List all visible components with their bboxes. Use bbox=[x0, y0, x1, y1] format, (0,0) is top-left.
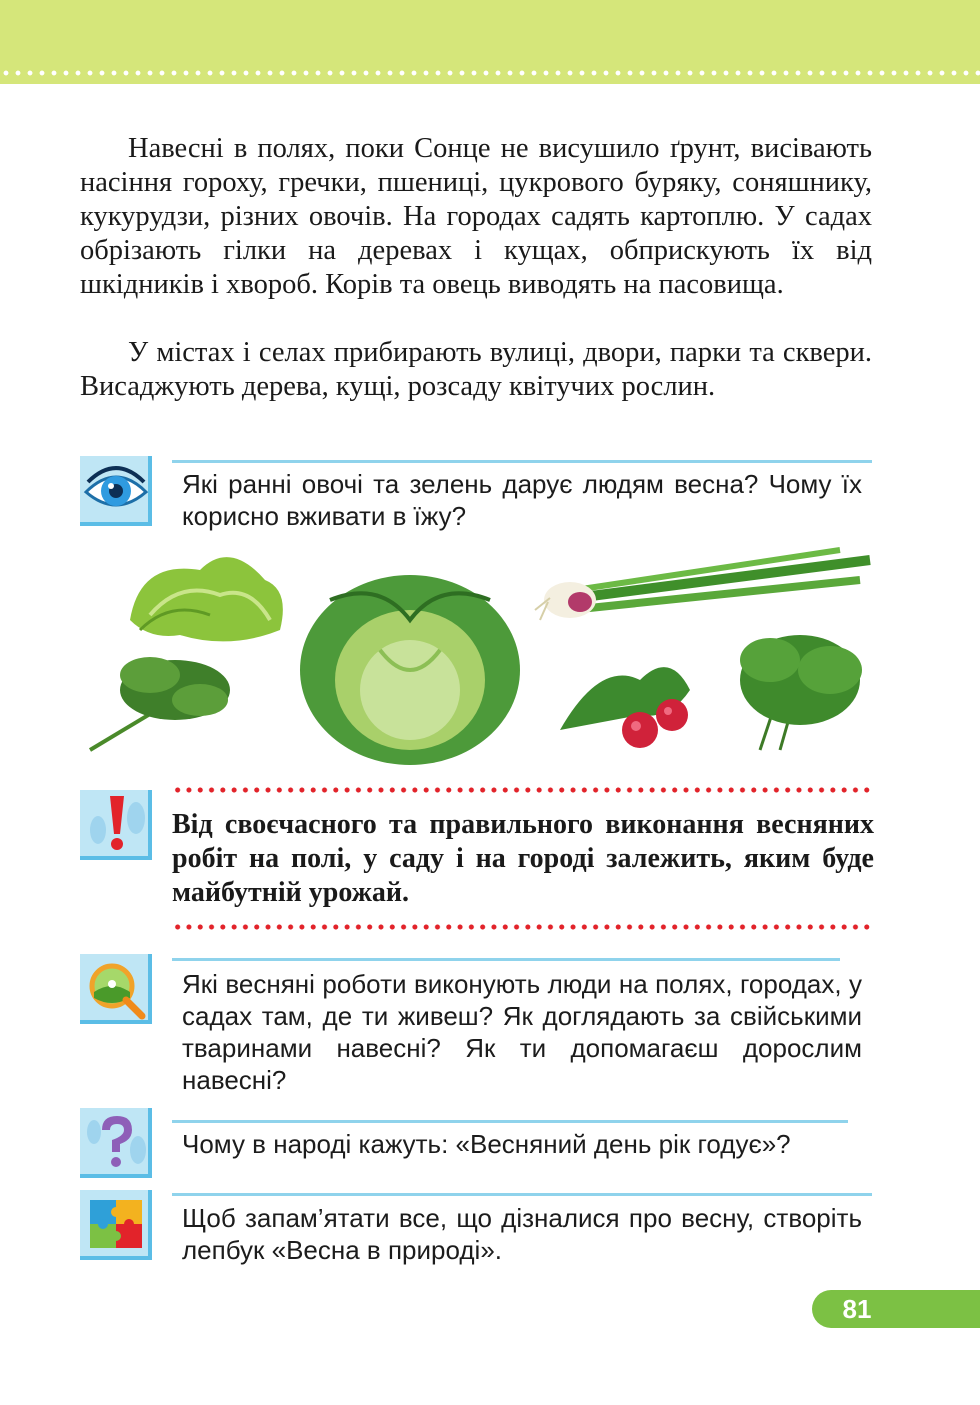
question-rule-line bbox=[172, 1120, 848, 1123]
rule-text: Від своєчасного та правильного виконання весняних робіт на полі, у саду і на городі залежить, яким буде майбутній урожай. bbox=[172, 809, 874, 908]
project-rule-line bbox=[172, 1193, 872, 1196]
page-number: 81 bbox=[842, 1294, 872, 1324]
intro-paragraph-1: Навесні в полях, поки Сонце не висушило ґрунт, висівають насіння гороху, гречки, пшениці, цукрового буряку, соняшнику, кукурудзи, різних овочів. На городах садять картоплю. У садах обрізають гілки на деревах і кущах, обприскують їх від шкідників і хвороб. Корів та овець виводять на пасовища. bbox=[80, 133, 872, 300]
exclamation-icon bbox=[80, 790, 152, 860]
magnifier-icon bbox=[80, 954, 152, 1024]
observe-rule-line bbox=[172, 460, 872, 463]
question-task-text: Чому в народі кажуть: «Весняний день рік годує»? bbox=[182, 1129, 791, 1159]
radish-icon bbox=[560, 667, 690, 748]
puzzle-icon bbox=[80, 1190, 152, 1260]
green-onion-icon bbox=[535, 550, 870, 620]
lettuce-icon bbox=[130, 557, 283, 641]
page-number-tab bbox=[812, 1290, 980, 1328]
intro-paragraph-2: У містах і селах прибирають вулиці, двори, парки та сквери. Висаджують дерева, кущі, розсаду квітучих рослин. bbox=[80, 337, 872, 402]
research-task-text: Які весняні роботи виконують люди на полях, городах, у садах там, де ти живеш? Як доглядають за свійськими тваринами навесні? Як ти допомагаєш дорослим навесні? bbox=[182, 969, 862, 1095]
observe-task-text: Які ранні овочі та зелень дарує людям весна? Чому їх корисно вживати в їжу? bbox=[182, 469, 862, 531]
rule-top-dots bbox=[172, 787, 874, 793]
header-dotted-line bbox=[0, 70, 980, 76]
vegetables-illustration bbox=[80, 540, 880, 770]
research-rule-line bbox=[172, 958, 840, 961]
dill-icon bbox=[90, 657, 230, 750]
rule-bottom-dots bbox=[172, 924, 874, 930]
project-task-text: Щоб запам’ятати все, що дізналися про весну, створіть лепбук «Весна в природі». bbox=[182, 1203, 862, 1265]
eye-icon bbox=[80, 456, 152, 526]
cabbage-icon bbox=[300, 575, 520, 765]
page-header-band bbox=[0, 0, 980, 84]
question-icon bbox=[80, 1108, 152, 1178]
parsley-icon bbox=[740, 635, 862, 750]
